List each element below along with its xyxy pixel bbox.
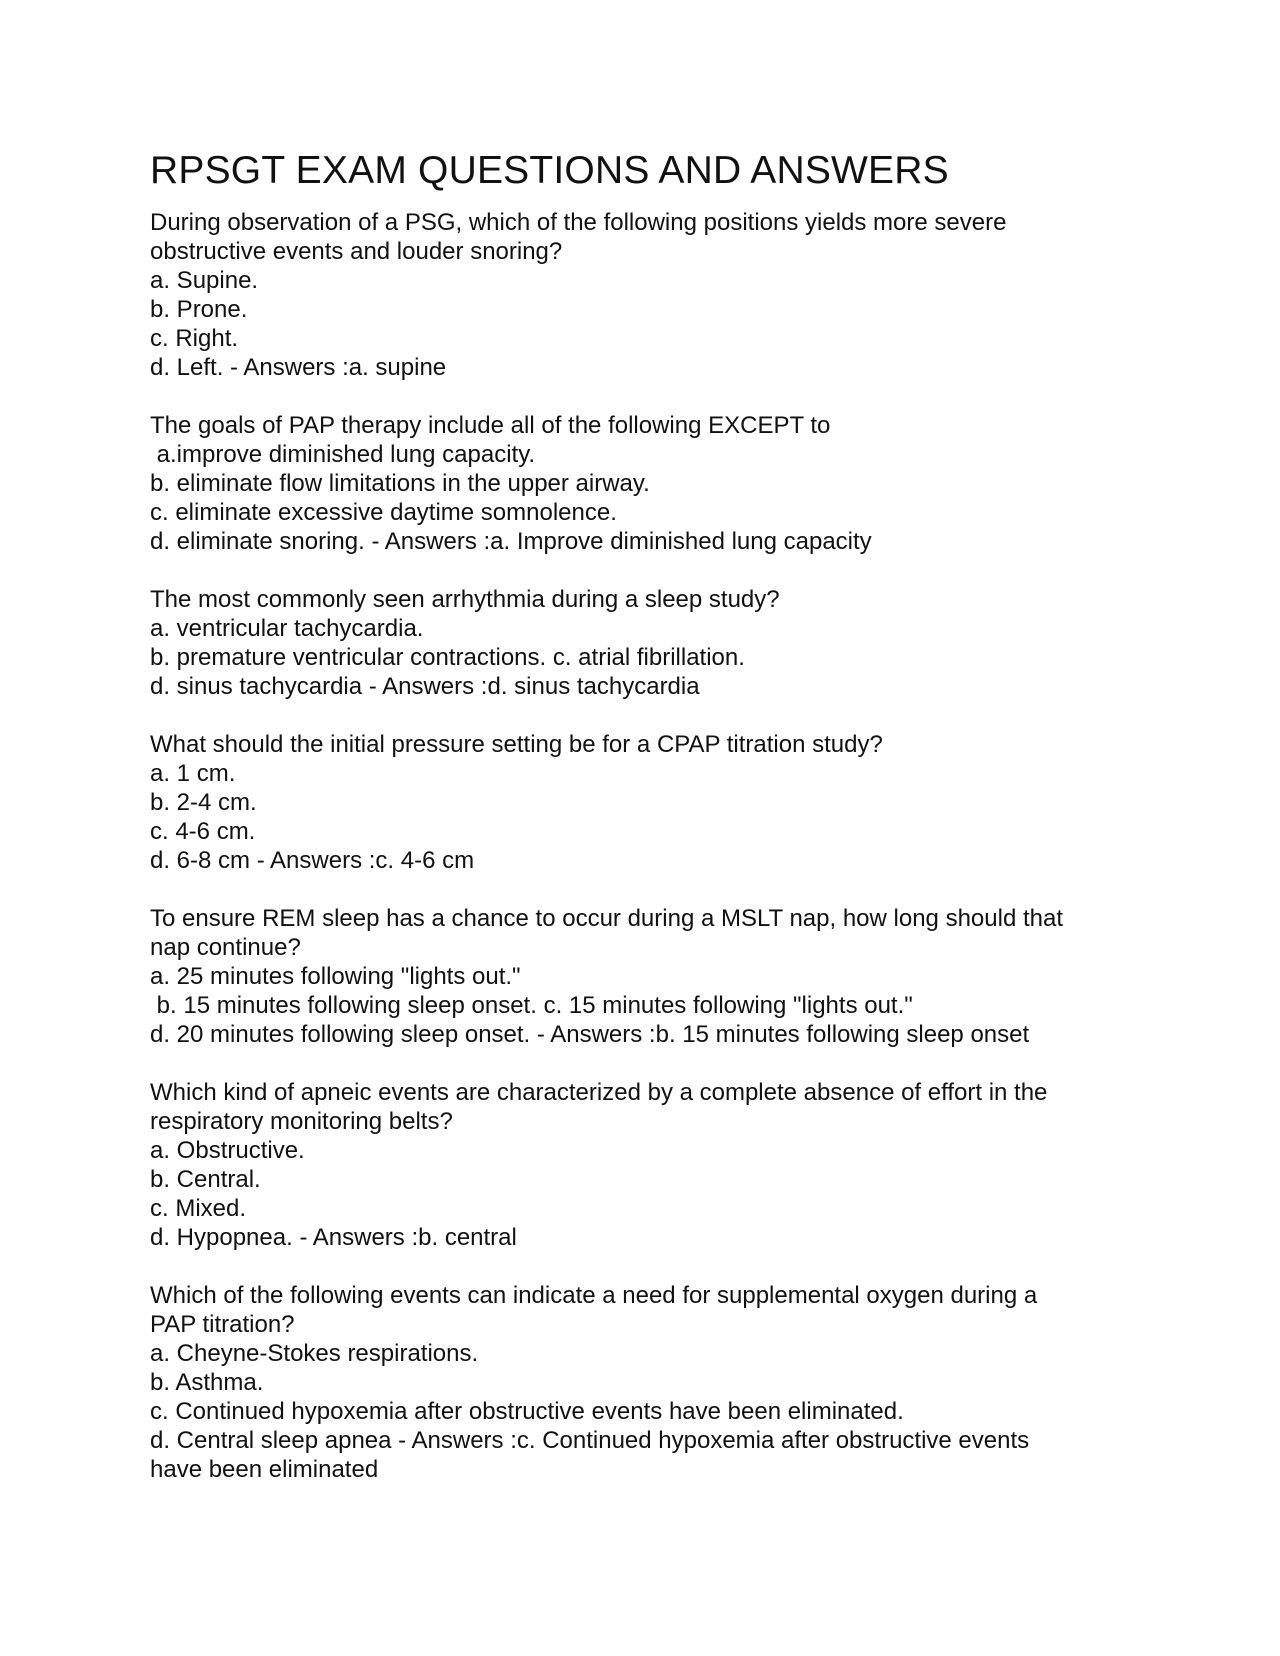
answer-option-with-key: d. sinus tachycardia - Answers :d. sinus tachycardia — [150, 673, 700, 700]
answer-option-with-key: d. Hypopnea. - Answers :b. central — [150, 1224, 517, 1251]
answer-option: b. Asthma. — [150, 1369, 264, 1396]
answer-option-with-key: d. 6-8 cm - Answers :c. 4-6 cm — [150, 847, 475, 874]
answer-option: b. 2-4 cm. — [150, 789, 257, 816]
document-title: RPSGT EXAM QUESTIONS AND ANSWERS — [150, 149, 949, 192]
answer-option: b. Central. — [150, 1166, 261, 1193]
answer-option-with-key: have been eliminated — [150, 1456, 379, 1483]
question-block-5 — [150, 904, 1130, 1049]
question-block-4 — [150, 730, 1130, 875]
answer-option: a. Obstructive. — [150, 1137, 305, 1164]
document-content — [150, 148, 1130, 1513]
question-text: Which kind of apneic events are characterized by a complete absence of effort in the — [150, 1079, 1048, 1106]
answer-option: b. 15 minutes following sleep onset. c. 15 minutes following "lights out." — [150, 992, 913, 1019]
answer-option: b. Prone. — [150, 296, 248, 323]
answer-option: c. Mixed. — [150, 1195, 247, 1222]
answer-option-with-key: d. Central sleep apnea - Answers :c. Continued hypoxemia after obstructive events — [150, 1427, 1030, 1454]
answer-option-with-key: d. 20 minutes following sleep onset. - Answers :b. 15 minutes following sleep onset — [150, 1021, 1030, 1048]
question-text: The most commonly seen arrhythmia during a sleep study? — [150, 586, 780, 613]
question-text: respiratory monitoring belts? — [150, 1108, 453, 1135]
answer-option: a. Cheyne-Stokes respirations. — [150, 1340, 479, 1367]
answer-option: a. Supine. — [150, 267, 259, 294]
answer-option-with-key: d. eliminate snoring. - Answers :a. Improve diminished lung capacity — [150, 528, 872, 555]
question-block-6 — [150, 1078, 1130, 1252]
question-text: To ensure REM sleep has a chance to occur during a MSLT nap, how long should that — [150, 905, 1063, 932]
question-text: nap continue? — [150, 934, 301, 961]
answer-option-with-key: d. Left. - Answers :a. supine — [150, 354, 447, 381]
question-block-2 — [150, 411, 1130, 556]
answer-option: c. Right. — [150, 325, 239, 352]
answer-option: c. eliminate excessive daytime somnolence. — [150, 499, 617, 526]
answer-option: c. 4-6 cm. — [150, 818, 256, 845]
question-block-1 — [150, 208, 1130, 382]
answer-option: a. 1 cm. — [150, 760, 236, 787]
question-text: PAP titration? — [150, 1311, 295, 1338]
question-text: What should the initial pressure setting be for a CPAP titration study? — [150, 731, 883, 758]
question-block-7 — [150, 1281, 1130, 1484]
question-text: Which of the following events can indicate a need for supplemental oxygen during a — [150, 1282, 1038, 1309]
answer-option: a. 25 minutes following "lights out." — [150, 963, 521, 990]
question-text: During observation of a PSG, which of the following positions yields more severe — [150, 209, 1007, 236]
answer-option: b. premature ventricular contractions. c. atrial fibrillation. — [150, 644, 745, 671]
question-text: The goals of PAP therapy include all of the following EXCEPT to — [150, 412, 831, 439]
answer-option: b. eliminate flow limitations in the upper airway. — [150, 470, 650, 497]
answer-option: a.improve diminished lung capacity. — [150, 441, 536, 468]
question-text: obstructive events and louder snoring? — [150, 238, 563, 265]
answer-option: c. Continued hypoxemia after obstructive events have been eliminated. — [150, 1398, 904, 1425]
answer-option: a. ventricular tachycardia. — [150, 615, 424, 642]
question-block-3 — [150, 585, 1130, 701]
